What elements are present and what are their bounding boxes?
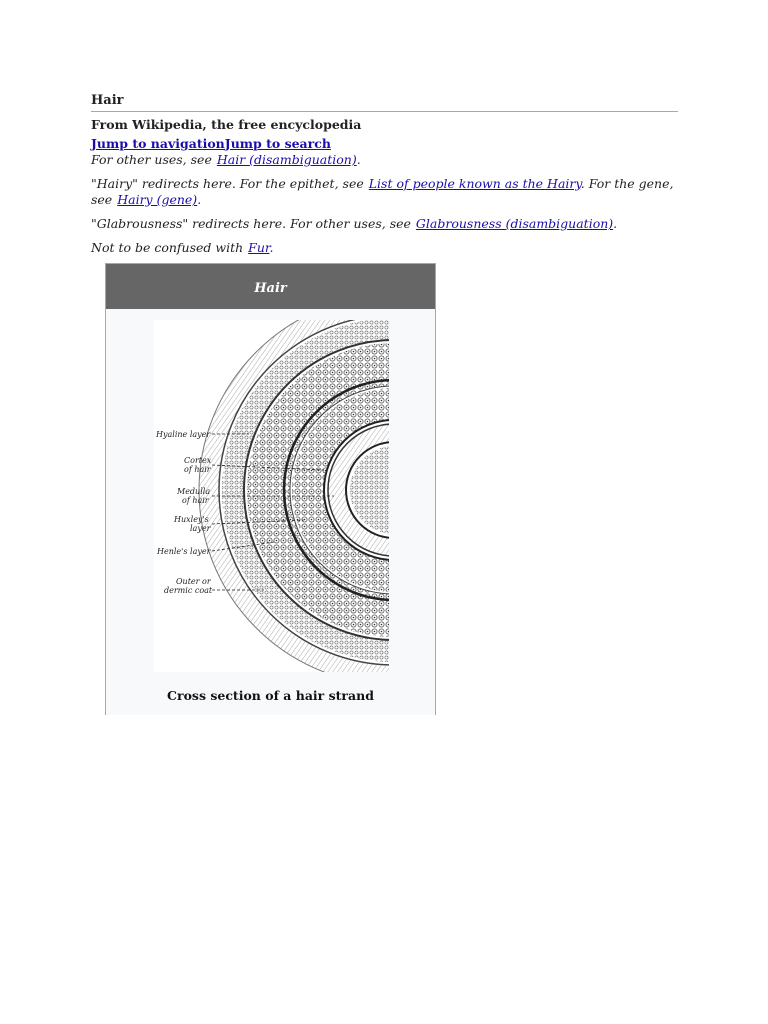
label-henle: Henle's layer (157, 547, 211, 556)
article (91, 92, 678, 256)
label-huxley-2: layer (190, 524, 211, 533)
infobox (105, 263, 436, 715)
hatnote-text: . For the gene, see (91, 176, 674, 207)
hatnote-text: Not to be confused with (91, 240, 244, 255)
hair-cross-section-illustration (154, 320, 389, 672)
hairy-gene-link[interactable]: Hairy (gene) (117, 192, 198, 207)
hair-cross-section-image[interactable] (154, 320, 389, 672)
label-cortex-2: of hair (184, 465, 211, 474)
hatnote-text: . (197, 192, 202, 207)
hatnote-hairy (91, 176, 678, 208)
label-huxley: Huxley's (174, 515, 209, 524)
hatnote-text: "Hairy" redirects here. For the epithet, see (91, 176, 364, 191)
hatnote-text: . (269, 240, 274, 255)
jump-to-search-link[interactable]: Jump to search (224, 136, 331, 151)
hatnote-fur (91, 240, 678, 256)
hatnote-text: . (356, 152, 361, 167)
fur-link[interactable]: Fur (248, 240, 270, 255)
label-medulla-2: of hair (182, 496, 209, 505)
label-hyaline-layer: Hyaline layer (156, 430, 211, 439)
label-cortex: Cortex (184, 456, 212, 465)
hair-disambiguation-link[interactable]: Hair (disambiguation) (216, 152, 357, 167)
hatnote-text: For other uses, see (91, 152, 212, 167)
label-dermic-coat: dermic coat (164, 586, 213, 595)
glabrousness-disambiguation-link[interactable]: Glabrousness (disambiguation) (415, 216, 614, 231)
list-of-people-link[interactable]: List of people known as the Hairy (368, 176, 581, 191)
label-outer: Outer or (176, 577, 211, 586)
page-title: Hair (91, 92, 678, 112)
jump-to-navigation-link[interactable]: Jump to navigation (91, 136, 225, 151)
infobox-caption: Cross section of a hair strand (167, 688, 374, 703)
hatnote-text: "Glabrousness" redirects here. For other uses, see (91, 216, 411, 231)
hatnote-glabrousness (91, 216, 678, 232)
infobox-heading: Hair (106, 264, 435, 309)
hatnote-text: . (613, 216, 618, 231)
jump-links (91, 135, 678, 152)
hatnote-other-uses (91, 152, 678, 168)
tagline: From Wikipedia, the free encyclopedia (91, 117, 362, 132)
label-medulla: Medulla (177, 487, 211, 496)
